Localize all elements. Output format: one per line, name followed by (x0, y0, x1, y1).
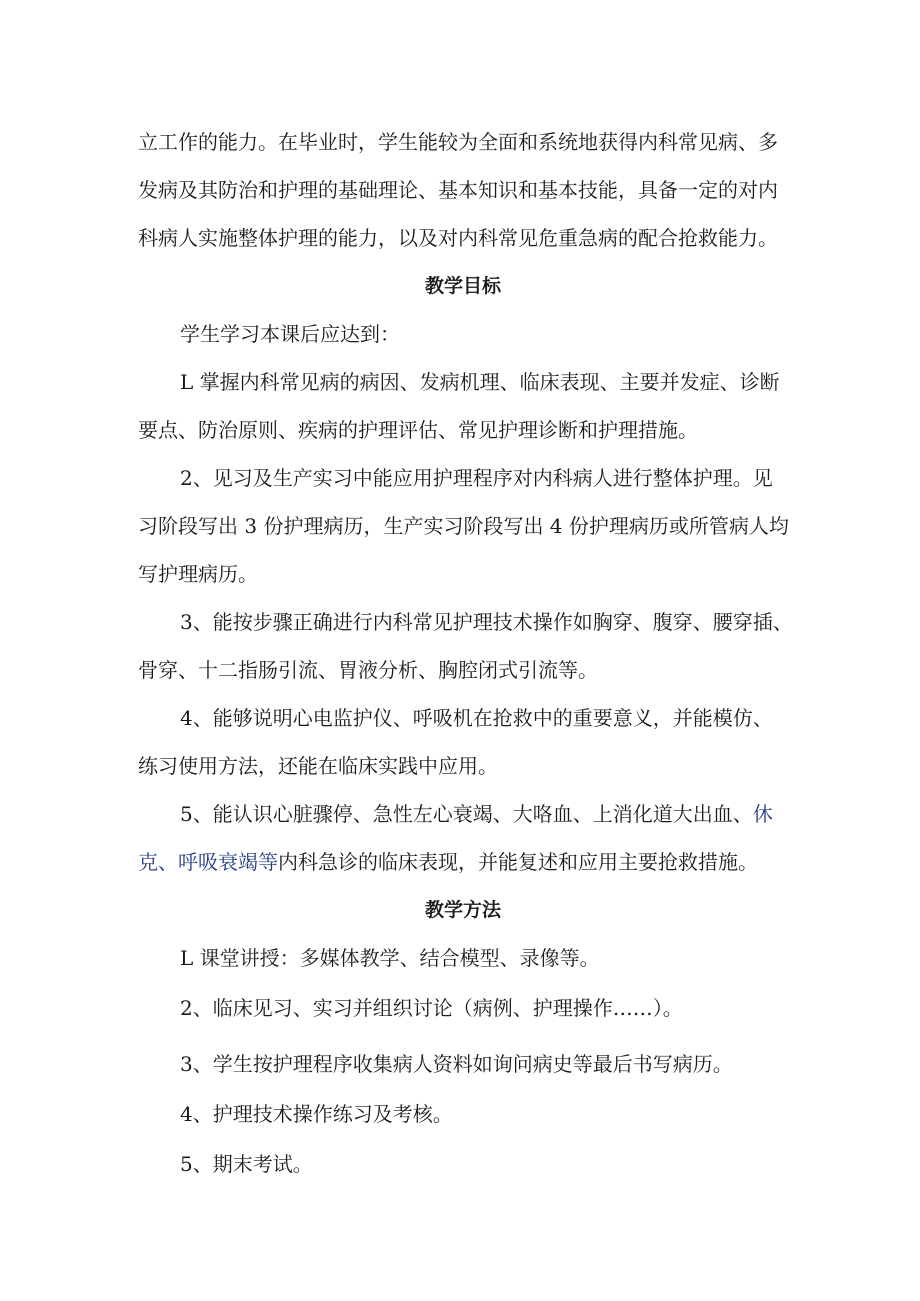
method-item-2: 2、临床见习、实习并组织讨论（病例、护理操作……）。 (180, 996, 683, 1020)
method-item-4: 4、护理技术操作练习及考核。 (180, 1102, 453, 1126)
objective-5-text-a: 5、能认识心脏骤停、急性左心衰竭、大咯血、上消化道大出血、 (180, 802, 753, 826)
method-item-5: 5、期末考试。 (180, 1152, 313, 1176)
methods-heading: 教学方法 (424, 899, 501, 921)
objective-4-line-2: 练习使用方法，还能在临床实践中应用。 (138, 754, 498, 778)
objective-4-line-1: 4、能够说明心电监护仪、呼吸机在抢救中的重要意义，并能模仿、 (180, 706, 773, 730)
objective-3-line-2: 骨穿、十二指肠引流、胃液分析、胸腔闭式引流等。 (138, 658, 598, 682)
intro-line-3: 科病人实施整体护理的能力，以及对内科常见危重急病的配合抢救能力。 (138, 226, 778, 250)
objective-5-link-b[interactable]: 克、呼吸衰竭等 (138, 850, 278, 874)
objectives-lead: 学生学习本课后应达到： (180, 322, 400, 346)
objective-2-line-3: 写护理病历。 (138, 562, 258, 586)
objectives-heading: 教学目标 (424, 275, 501, 297)
objective-5-text-b: 内科急诊的临床表现，并能复述和应用主要抢救措施。 (278, 850, 758, 874)
method-item-3: 3、学生按护理程序收集病人资料如询问病史等最后书写病历。 (180, 1052, 733, 1076)
document-page (138, 118, 793, 1190)
objective-5-link-a[interactable]: 休 (752, 802, 773, 826)
objective-1-line-2: 要点、防治原则、疾病的护理评估、常见护理诊断和护理措施。 (138, 418, 698, 442)
objective-5-line-2 (138, 838, 788, 886)
objective-3-line-1: 3、能按步骤正确进行内科常见护理技术操作如胸穿、腹穿、腰穿插、 (180, 610, 793, 634)
method-item-1: L 课堂讲授：多媒体教学、结合模型、录像等。 (180, 946, 600, 970)
objective-5-line-1 (138, 790, 788, 838)
objective-2-line-2: 习阶段写出 3 份护理病历，生产实习阶段写出 4 份护理病历或所管病人均 (138, 514, 789, 538)
objective-1-line-1: L 掌握内科常见病的病因、发病机理、临床表现、主要并发症、诊断 (180, 370, 780, 394)
objective-2-line-1: 2、见习及生产实习中能应用护理程序对内科病人进行整体护理。见 (180, 466, 773, 490)
intro-line-2: 发病及其防治和护理的基础理论、基本知识和基本技能，具备一定的对内 (138, 178, 778, 202)
intro-line-1: 立工作的能力。在毕业时，学生能较为全面和系统地获得内科常见病、多 (138, 130, 778, 154)
